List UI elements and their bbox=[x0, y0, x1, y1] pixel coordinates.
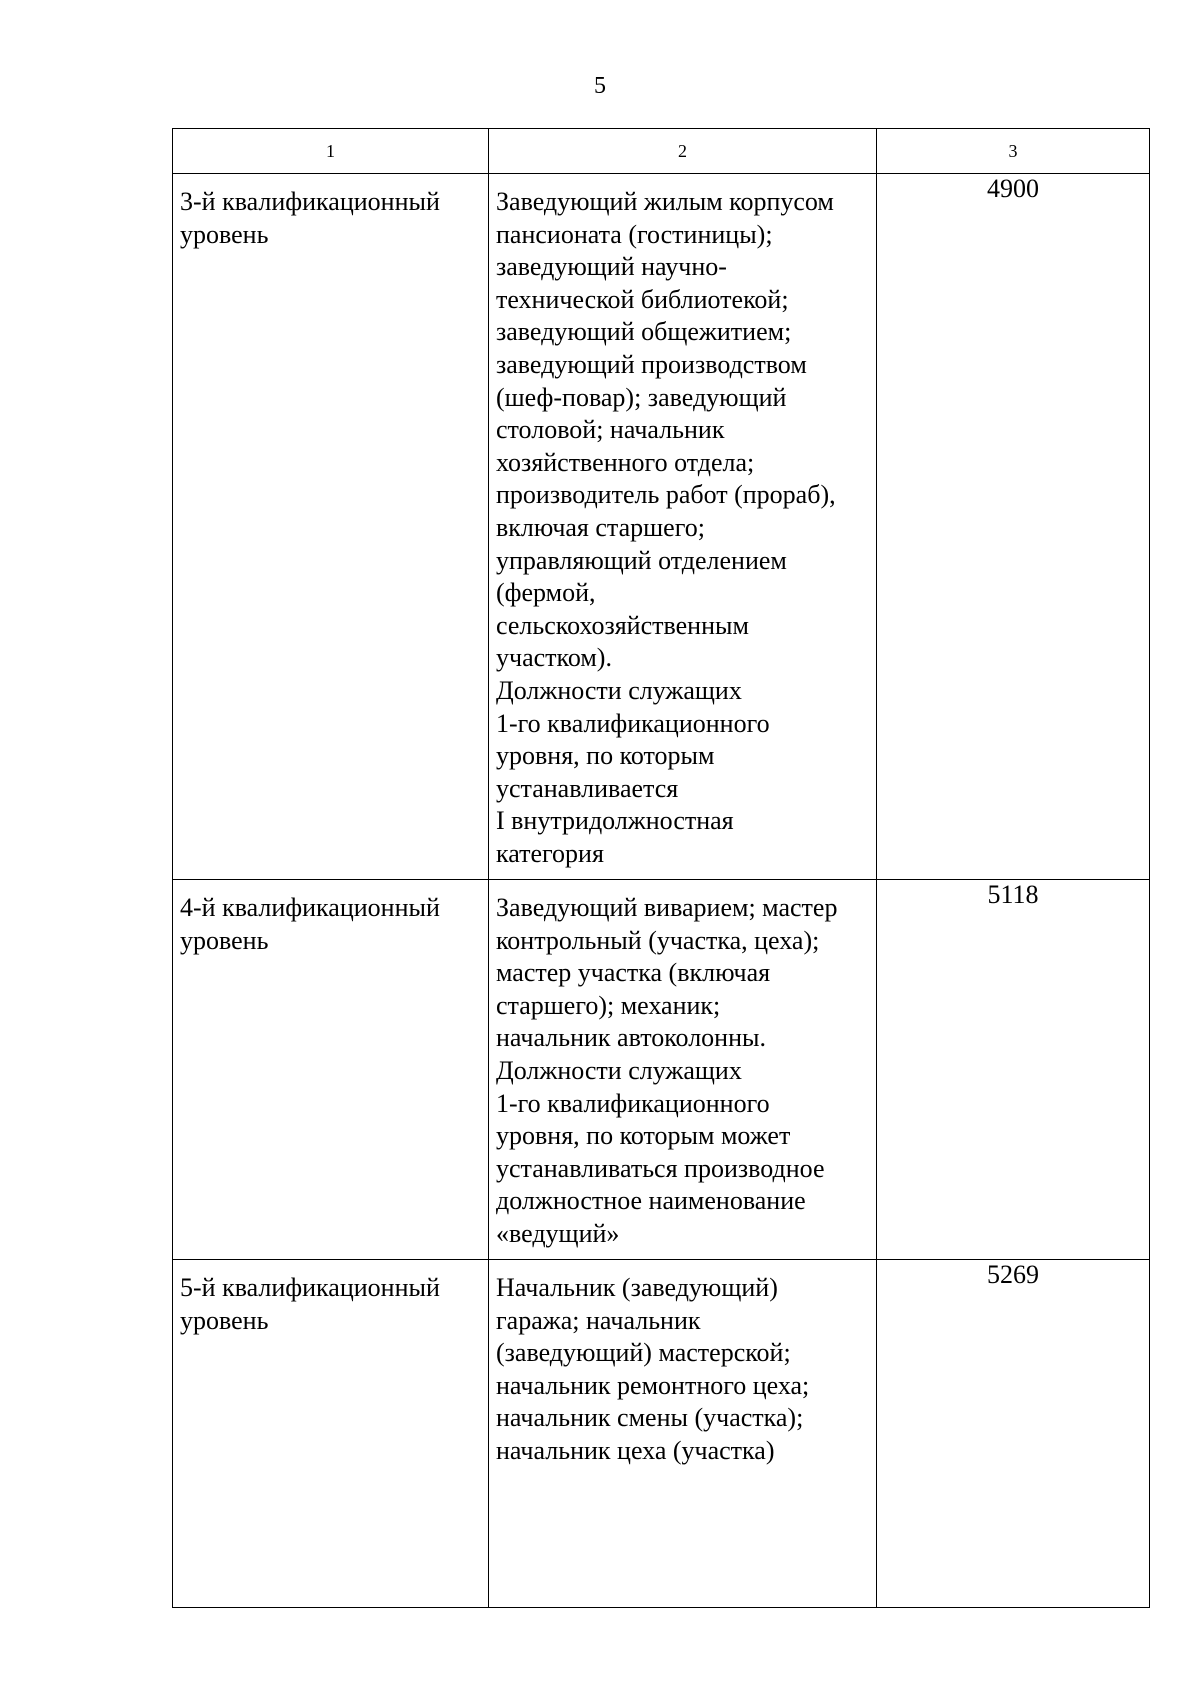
positions-text: Заведующий виварием; мастер контрольный (участка, цеха); мастер участка (включая старшего); механик; начальник автоколонны. Должности служащих 1-го квалификационного уровня, по которым может устанавливаться производное должностное наименование «ведущий» bbox=[496, 893, 838, 1248]
value-cell: 5269 bbox=[877, 1260, 1150, 1608]
page-number: 5 bbox=[594, 73, 606, 99]
table-row bbox=[173, 174, 1150, 880]
column-header-3: 3 bbox=[877, 129, 1150, 174]
value-cell: 4900 bbox=[877, 174, 1150, 880]
level-cell bbox=[173, 174, 489, 880]
table-row bbox=[173, 880, 1150, 1260]
column-header-1: 1 bbox=[173, 129, 489, 174]
level-text: 3-й квалификационный уровень bbox=[180, 187, 440, 249]
table-row bbox=[173, 1260, 1150, 1608]
positions-cell bbox=[489, 1260, 877, 1608]
positions-text: Заведующий жилым корпусом пансионата (гостиницы); заведующий научно- технической библиотекой; заведующий общежитием; заведующий производством (шеф-повар); заведующий столовой; начальник хозяйственного отдела; производитель работ (прораб), включая старшего; управляющий отделением (фермой, сельскохозяйственным участком). Должности служащих 1-го квалификационного уровня, по которым устанавливается I внутридолжностная категория bbox=[496, 187, 836, 868]
positions-cell bbox=[489, 880, 877, 1260]
level-text: 4-й квалификационный уровень bbox=[180, 893, 440, 955]
value-cell: 5118 bbox=[877, 880, 1150, 1260]
table-header-row bbox=[173, 129, 1150, 174]
qualification-table bbox=[172, 128, 1150, 1608]
column-header-2: 2 bbox=[489, 129, 877, 174]
level-cell bbox=[173, 880, 489, 1260]
level-text: 5-й квалификационный уровень bbox=[180, 1273, 440, 1335]
positions-text: Начальник (заведующий) гаража; начальник (заведующий) мастерской; начальник ремонтного цеха; начальник смены (участка); начальник цеха (участка) bbox=[496, 1273, 810, 1465]
level-cell bbox=[173, 1260, 489, 1608]
positions-cell bbox=[489, 174, 877, 880]
